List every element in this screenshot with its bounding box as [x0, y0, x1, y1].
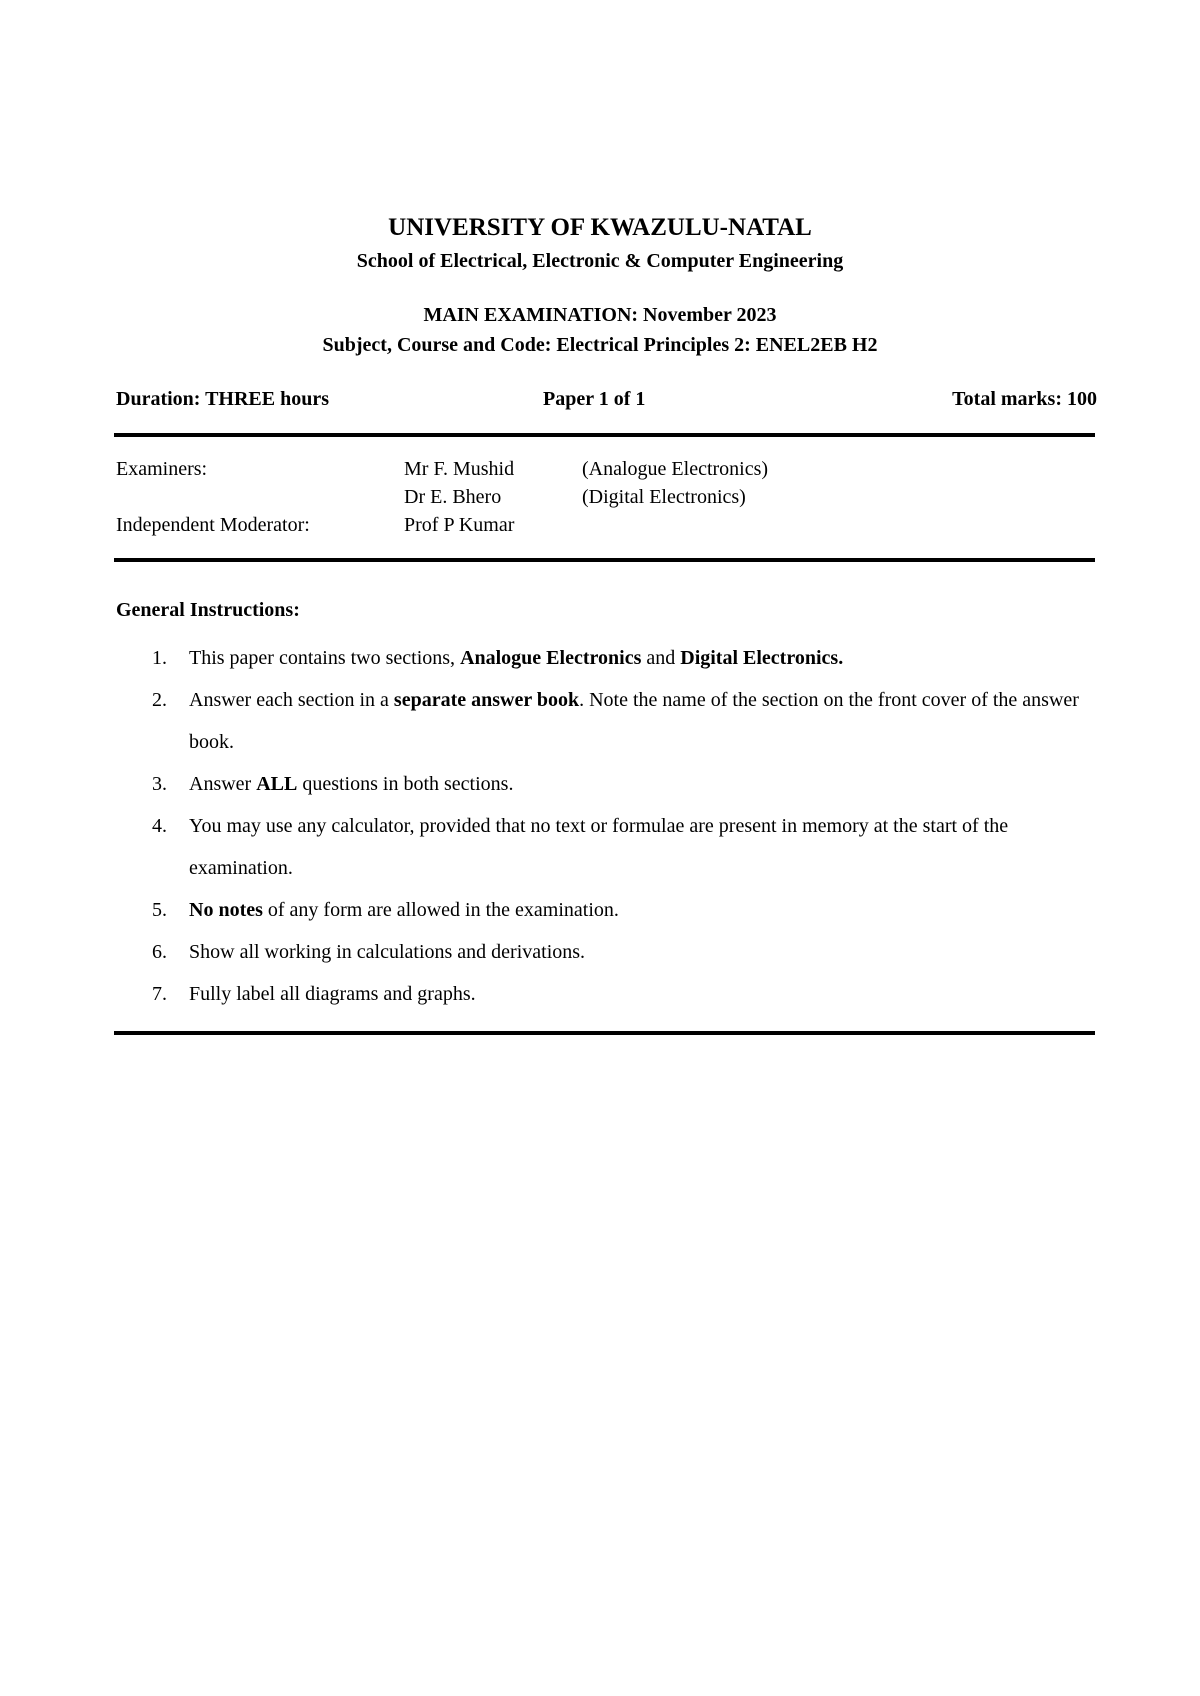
moderator-label: Independent Moderator: [116, 514, 310, 536]
examiner-2-name: Dr E. Bhero [404, 486, 502, 508]
instruction-number: 2. [152, 689, 167, 711]
instruction-emphasis: separate answer book [393, 689, 580, 711]
university-title: UNIVERSITY OF KWAZULU-NATAL [388, 214, 812, 241]
instructions-heading: General Instructions: [116, 599, 300, 621]
instruction-item [116, 679, 1097, 763]
school-name: School of Electrical, Electronic & Computer Engineering [356, 250, 844, 272]
instruction-item [116, 637, 1097, 679]
instruction-text: of any form are allowed in the examination. [262, 899, 619, 921]
instruction-text: Fully label all diagrams and graphs. [189, 983, 476, 1005]
divider-middle [114, 558, 1095, 562]
instruction-number: 7. [152, 983, 167, 1005]
instruction-number: 3. [152, 773, 167, 795]
duration: Duration: THREE hours [116, 388, 330, 410]
instruction-item [116, 805, 1097, 889]
instruction-emphasis: Analogue Electronics [460, 647, 642, 669]
instruction-number: 1. [152, 647, 167, 669]
instruction-emphasis: No notes [189, 899, 263, 921]
instruction-text: Answer each section in a [189, 689, 394, 711]
instruction-number: 5. [152, 899, 167, 921]
exam-session: MAIN EXAMINATION: November 2023 [423, 304, 777, 326]
divider-bottom [114, 1031, 1095, 1035]
instruction-text: This paper contains two sections, [189, 647, 461, 669]
paper-count: Paper 1 of 1 [543, 388, 646, 410]
instruction-item [116, 973, 1097, 1015]
instruction-emphasis: ALL [256, 773, 298, 795]
examiners-label: Examiners: [116, 458, 208, 480]
exam-meta-row [116, 388, 1097, 416]
divider-top [114, 433, 1095, 437]
instruction-text: Show all working in calculations and derivations. [189, 941, 586, 963]
instruction-text: . Note the name of the section on the front cover of the answer book. [189, 689, 1079, 753]
subject-course-code: Subject, Course and Code: Electrical Principles 2: ENEL2EB H2 [322, 334, 878, 356]
instruction-text: questions in both sections. [297, 773, 514, 795]
instruction-number: 4. [152, 815, 167, 837]
instruction-item [116, 931, 1097, 973]
instruction-text: and [641, 647, 681, 669]
examiner-1-name: Mr F. Mushid [404, 458, 515, 480]
instruction-number: 6. [152, 941, 167, 963]
examiner-2-area: (Digital Electronics) [582, 486, 746, 508]
instruction-item [116, 763, 1097, 805]
total-marks: Total marks: 100 [952, 388, 1097, 410]
instructions-list [116, 637, 1097, 1015]
instruction-text: Answer [189, 773, 257, 795]
instruction-text: You may use any calculator, provided that no text or formulae are present in memory at the start of the examination. [189, 815, 1009, 879]
moderator-name: Prof P Kumar [404, 514, 515, 536]
instruction-item [116, 889, 1097, 931]
examiner-1-area: (Analogue Electronics) [582, 458, 769, 480]
instruction-emphasis: Digital Electronics. [680, 647, 844, 669]
